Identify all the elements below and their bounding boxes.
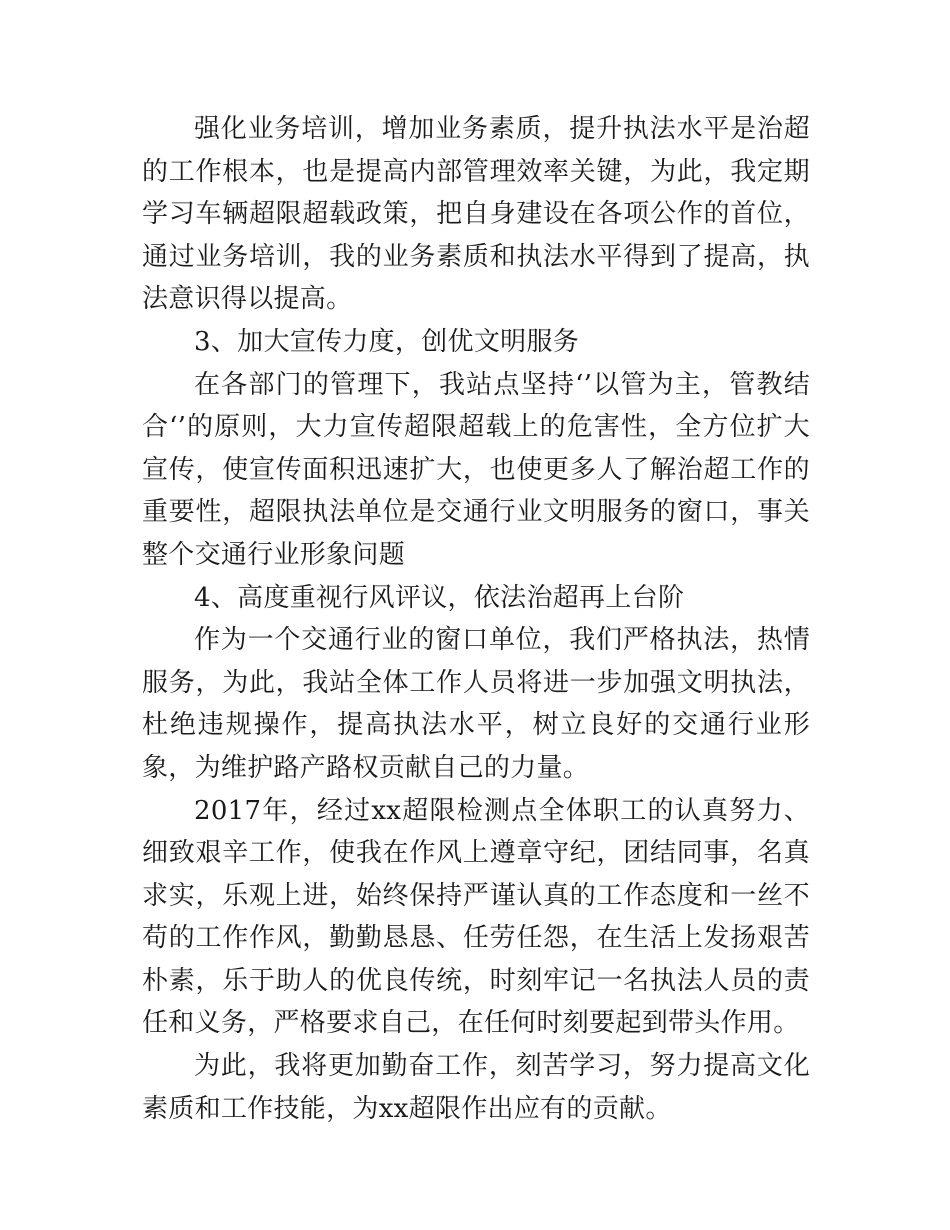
paragraph-publicity: 在各部门的管理下，我站点坚持‘’以管为主，管教结合‘’的原则，大力宣传超限超载上的危害性，全方位扩大宣传，使宣传面积迅速扩大，也使更多人了解治超工作的重要性，超限执法单位是交通行业文明服务的窗口，事关整个交通行业形象问题 xyxy=(142,369,810,570)
paragraph-style-review: 作为一个交通行业的窗口单位，我们严格执法，热情服务，为此，我站全体工作人员将进一步加强文明执法，杜绝违规操作，提高执法水平，树立良好的交通行业形象，为维护路产路权贡献自己的力量。 xyxy=(142,625,810,783)
paragraph-conclusion: 为此，我将更加勤奋工作，刻苦学习，努力提高文化素质和工作技能，为xx超限作出应有的贡献。 xyxy=(142,1051,810,1124)
paragraph-annual-summary: 2017年，经过xx超限检测点全体职工的认真努力、细致艰辛工作，使我在作风上遵章守纪，团结同事，名真求实，乐观上进，始终保持严谨认真的工作态度和一丝不苟的工作作风，勤勤恳恳、任劳任怨，在生活上发扬艰苦朴素，乐于助人的优良传统，时刻牢记一名执法人员的责任和义务，严格要求自己，在任何时刻要起到带头作用。 xyxy=(142,795,810,1039)
heading-publicity: 3、加大宣传力度，创优文明服务 xyxy=(194,326,580,357)
document-body xyxy=(142,108,810,1130)
paragraph-training: 强化业务培训，增加业务素质，提升执法水平是治超的工作根本，也是提高内部管理效率关键，为此，我定期学习车辆超限超载政策，把自身建设在各项公作的首位，通过业务培训，我的业务素质和执法水平得到了提高，执法意识得以提高。 xyxy=(142,114,810,315)
heading-style-review: 4、高度重视行风评议，依法治超再上台阶 xyxy=(194,582,685,613)
